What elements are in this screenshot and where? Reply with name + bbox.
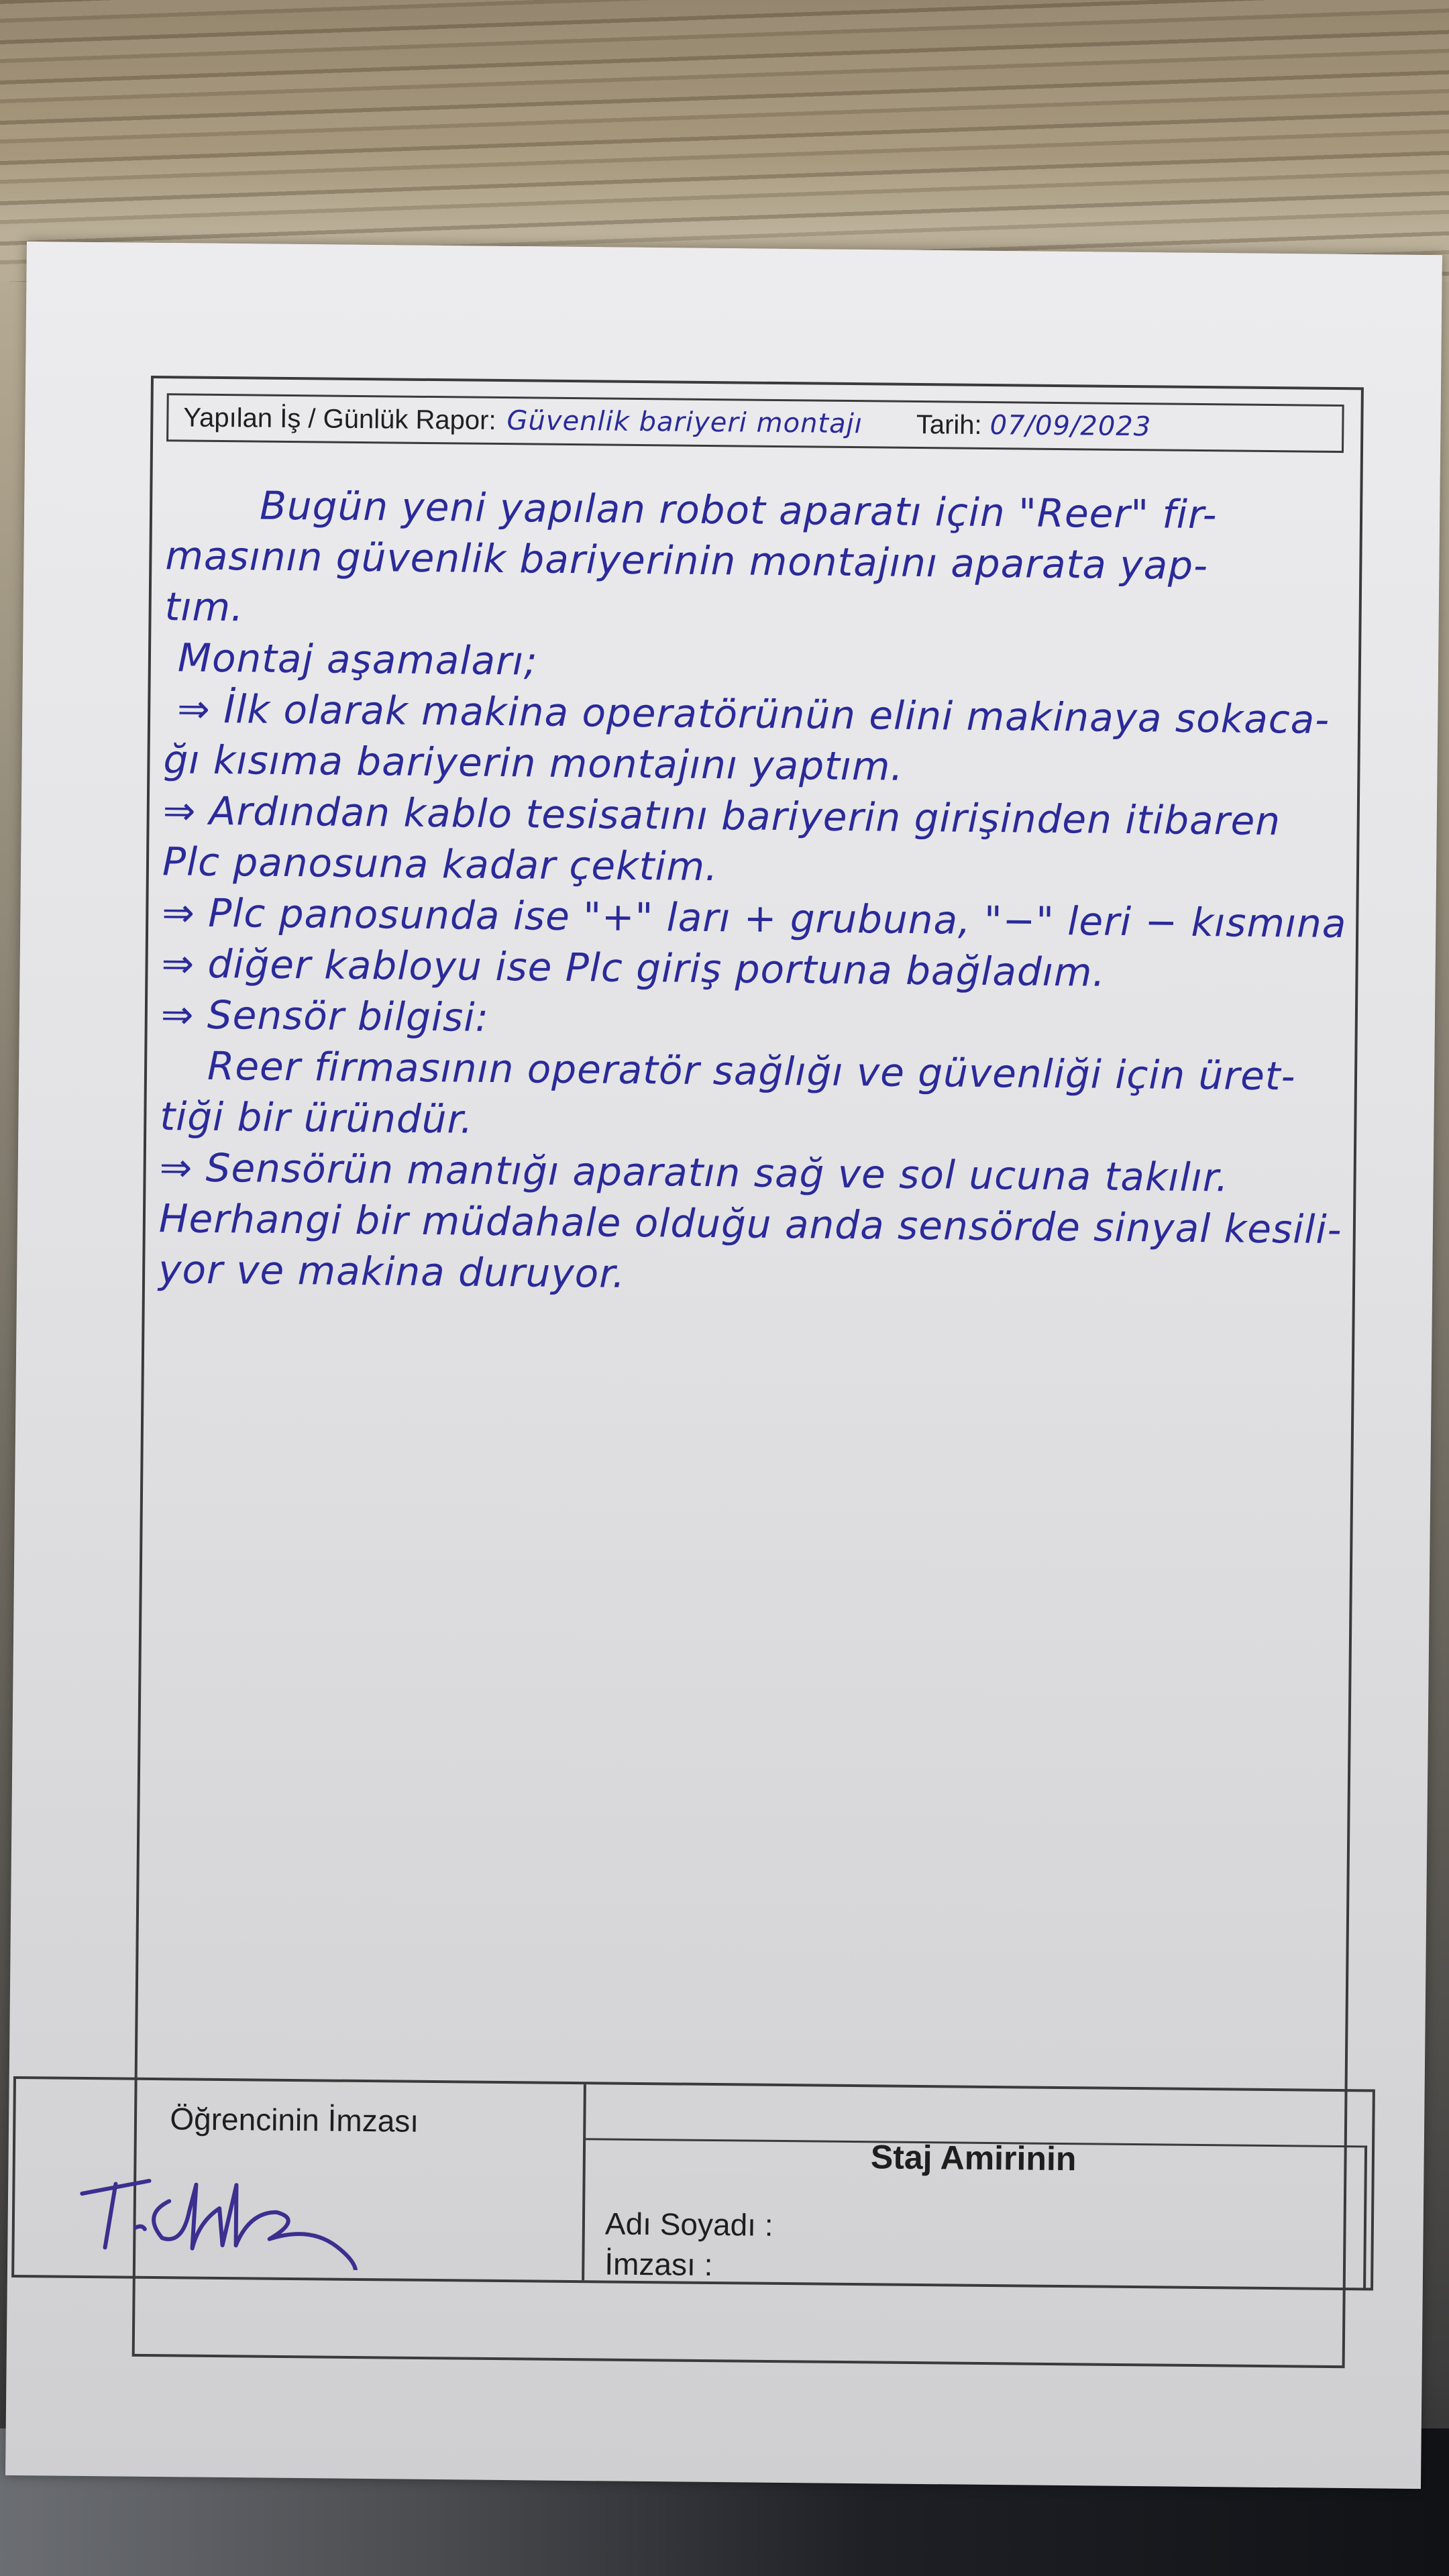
date-label: Tarih: (916, 409, 982, 440)
wooden-table-background (0, 0, 1449, 282)
name-label: Adı Soyadı : (604, 2206, 773, 2243)
body-line: Reer firmasının operatör sağlığı ve güvenliği için üret- (207, 1042, 1296, 1099)
body-line: ğı kısıma bariyerin montajını yaptım. (163, 737, 904, 790)
body-line: tiği bir üründür. (160, 1093, 474, 1142)
body-line: Plc panosuna kadar çektim. (162, 839, 718, 890)
body-line: tım. (164, 584, 244, 631)
signature-label: İmzası : (604, 2246, 713, 2283)
report-header (166, 393, 1344, 453)
body-line: ⇒ Plc panosunda ise "+" ları + grubuna, "−" leri − kısmına (161, 890, 1347, 947)
body-line: ⇒ diğer kabloyu ise Plc giriş portuna bağladım. (161, 941, 1106, 996)
work-label: Yapılan İş / Günlük Rapor: (183, 402, 496, 435)
body-line: masının güvenlik bariyerinin montajını aparata yap- (165, 533, 1209, 589)
date-value: 07/09/2023 (989, 410, 1152, 443)
body-line: Herhangi bir müdahale olduğu anda sensörde sinyal kesili- (158, 1195, 1342, 1253)
report-frame (132, 376, 1364, 2368)
report-body (158, 479, 1347, 1306)
work-value: Güvenlik bariyeri montajı (506, 405, 863, 440)
signature-footer (11, 2076, 1375, 2290)
supervisor-cell (584, 2084, 1378, 2288)
body-line: yor ve makina duruyor. (158, 1246, 626, 1297)
handwritten-signature (68, 2153, 418, 2271)
body-line: ⇒ Sensör bilgisi: (160, 991, 490, 1040)
student-signature-label: Öğrencinin İmzası (170, 2101, 419, 2139)
body-line: ⇒ Sensörün mantığı aparatın sağ ve sol ucuna takılır. (159, 1144, 1230, 1201)
body-line: ⇒ Ardından kablo tesisatını bariyerin girişinden itibaren (162, 788, 1281, 845)
body-line: ⇒ İlk olarak makina operatörünün elini makinaya sokaca- (176, 686, 1330, 743)
body-line: Montaj aşamaları; (177, 635, 538, 684)
student-signature-cell (14, 2079, 586, 2280)
supervisor-title: Staj Amirinin (870, 2138, 1077, 2178)
body-line: Bugün yeni yapılan robot aparatı için "Reer" fir- (259, 482, 1218, 538)
